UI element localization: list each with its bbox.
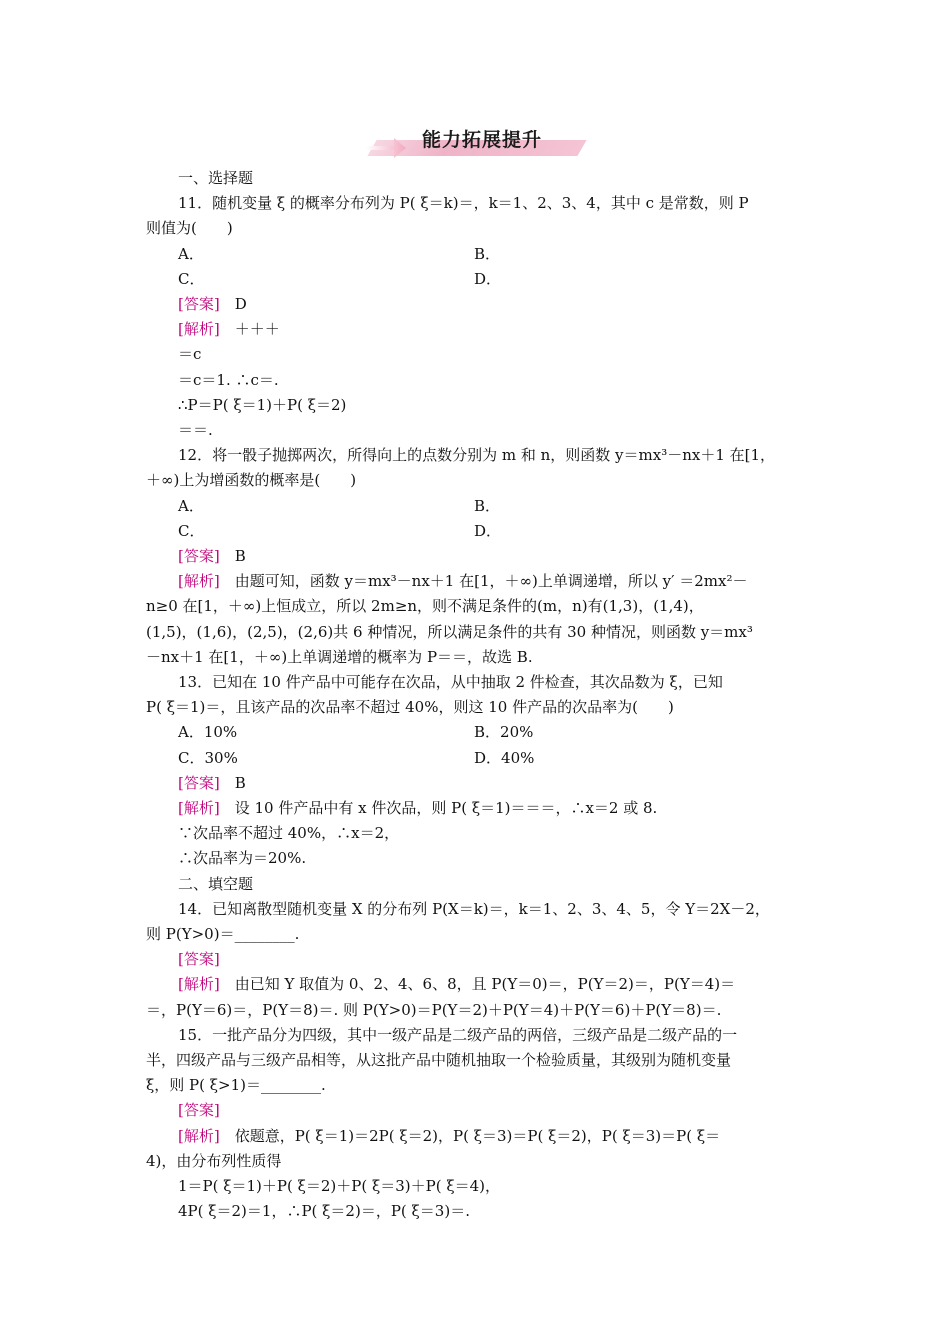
- line-text: B．20%: [474, 723, 534, 741]
- line-text: ∴P＝P( ξ＝1)＋P( ξ＝2): [178, 396, 347, 414]
- line-text: 由题可知，函数 y＝mx³－nx＋1 在[1，＋∞)上单调递增，所以 y′ ＝2mx²－: [219, 572, 748, 590]
- line-text: ∴次品率为＝20%.: [178, 849, 307, 867]
- text-line: [178, 949, 220, 969]
- line-text: 13．已知在 10 件产品中可能存在次品，从中抽取 2 件检查，其次品数为 ξ，已知: [178, 673, 723, 691]
- text-line: [178, 1176, 500, 1196]
- text-line: [178, 420, 213, 440]
- line-text: D．: [474, 522, 502, 540]
- line-text: 4P( ξ＝2)＝1，∴P( ξ＝2)＝，P( ξ＝3)＝.: [178, 1202, 470, 1220]
- text-line: [474, 496, 500, 516]
- line-text: C．30%: [178, 749, 238, 767]
- line-text: ＋∞)上为增函数的概率是( ): [146, 471, 357, 489]
- line-text: B: [219, 547, 246, 565]
- text-line: [178, 521, 204, 541]
- line-text: 11．随机变量 ξ 的概率分布列为 P( ξ＝k)＝，k＝1、2、3、4，其中 c 是常数，则 P: [178, 194, 749, 212]
- text-line: [178, 395, 346, 415]
- text-line: [178, 319, 280, 339]
- text-line: [178, 571, 748, 591]
- line-text: B．: [474, 497, 501, 515]
- line-text: D．: [474, 270, 502, 288]
- text-line: [474, 244, 500, 264]
- text-line: [178, 193, 749, 213]
- line-text: 设 10 件产品中有 x 件次品，则 P( ξ＝1)＝＝＝，∴x＝2 或 8.: [219, 799, 658, 817]
- answer-tag: [解析]: [178, 1127, 220, 1145]
- text-line: [146, 647, 533, 667]
- line-text: C．: [178, 270, 205, 288]
- line-text: 15．一批产品分为四级，其中一级产品是二级产品的两倍，三级产品是二级产品的一: [178, 1026, 738, 1044]
- line-text: 则 P(Y>0)＝________.: [146, 925, 300, 943]
- line-text: 二、填空题: [178, 875, 254, 893]
- line-text: A．: [178, 245, 204, 263]
- line-text: 依题意，P( ξ＝1)＝2P( ξ＝2)，P( ξ＝3)＝P( ξ＝2)，P( ξ＝3)＝P( ξ＝: [219, 1127, 721, 1145]
- text-line: [178, 546, 246, 566]
- answer-tag: [答案]: [178, 1101, 220, 1119]
- text-line: [146, 1151, 281, 1171]
- line-text: n≥0 在[1，＋∞)上恒成立，所以 2m≥n，则不满足条件的(m，n)有(1,3)，(1,4)，: [146, 597, 704, 615]
- line-text: 14．已知离散型随机变量 X 的分布列 P(X＝k)＝，k＝1、2、3、4、5，令 Y＝2X－2，: [178, 900, 770, 918]
- section-title: 能力拓展提升: [421, 129, 542, 151]
- text-line: [178, 1201, 470, 1221]
- answer-tag: [解析]: [178, 320, 220, 338]
- answer-tag: [答案]: [178, 950, 220, 968]
- line-text: ξ，则 P( ξ>1)＝________.: [146, 1076, 326, 1094]
- text-line: [178, 672, 723, 692]
- text-line: [146, 1000, 721, 1020]
- line-text: A．: [178, 497, 204, 515]
- text-line: [178, 899, 770, 919]
- text-line: [178, 848, 306, 868]
- text-line: [178, 722, 237, 742]
- line-text: ∵次品率不超过 40%，∴x＝2，: [178, 824, 400, 842]
- line-text: ＝c: [178, 345, 202, 363]
- text-line: [178, 748, 238, 768]
- text-line: [146, 596, 704, 616]
- line-text: ＝＝.: [178, 421, 213, 439]
- line-text: 由已知 Y 取值为 0、2、4、6、8，且 P(Y＝0)＝，P(Y＝2)＝，P(Y＝4)＝: [219, 975, 736, 993]
- line-text: 4)，由分布列性质得: [146, 1152, 282, 1170]
- text-line: [178, 344, 201, 364]
- line-text: C．: [178, 522, 205, 540]
- line-text: ＋＋＋: [219, 320, 280, 338]
- text-line: [146, 1075, 326, 1095]
- text-line: [178, 823, 399, 843]
- text-line: [178, 974, 735, 994]
- answer-tag: [答案]: [178, 295, 220, 313]
- answer-tag: [解析]: [178, 975, 220, 993]
- text-line: [146, 697, 674, 717]
- text-line: [474, 722, 533, 742]
- text-line: [178, 370, 279, 390]
- text-line: [146, 622, 753, 642]
- text-line: [178, 269, 204, 289]
- line-text: B: [219, 774, 246, 792]
- text-line: [474, 269, 501, 289]
- text-line: [178, 445, 775, 465]
- text-line: [178, 1025, 737, 1045]
- line-text: －nx＋1 在[1，＋∞)上单调递增的概率为 P＝＝，故选 B.: [146, 648, 533, 666]
- answer-tag: [答案]: [178, 547, 220, 565]
- answer-tag: [解析]: [178, 799, 220, 817]
- answer-tag: [答案]: [178, 774, 220, 792]
- text-line: [178, 168, 253, 188]
- text-line: [178, 773, 246, 793]
- line-text: 12．将一骰子抛掷两次，所得向上的点数分别为 m 和 n，则函数 y＝mx³－nx＋1 在[1，: [178, 446, 776, 464]
- text-line: [146, 218, 233, 238]
- text-line: [146, 924, 299, 944]
- line-text: 则值为( ): [146, 219, 233, 237]
- line-text: 半，四级产品与三级产品相等，从这批产品中随机抽取一个检验质量，其级别为随机变量: [146, 1051, 732, 1069]
- answer-tag: [解析]: [178, 572, 220, 590]
- line-text: D．40%: [474, 749, 535, 767]
- line-text: A．10%: [178, 723, 238, 741]
- line-text: (1,5)，(1,6)，(2,5)，(2,6)共 6 种情况，所以满足条件的共有 30 种情况，则函数 y＝mx³: [146, 623, 753, 641]
- line-text: ＝c＝1. ∴c＝.: [178, 371, 279, 389]
- line-text: ＝，P(Y＝6)＝，P(Y＝8)＝. 则 P(Y>0)＝P(Y＝2)＋P(Y＝4)＋P(Y＝6)＋P(Y＝8)＝.: [146, 1001, 722, 1019]
- text-line: [178, 798, 657, 818]
- text-line: [146, 1050, 731, 1070]
- text-line: [474, 521, 501, 541]
- text-line: [178, 1100, 220, 1120]
- text-line: [178, 294, 247, 314]
- line-text: 1＝P( ξ＝1)＋P( ξ＝2)＋P( ξ＝3)＋P( ξ＝4)，: [178, 1177, 501, 1195]
- text-line: [178, 496, 204, 516]
- line-text: P( ξ＝1)＝，且该产品的次品率不超过 40%，则这 10 件产品的次品率为( ): [146, 698, 674, 716]
- section-header: [372, 126, 582, 160]
- line-text: D: [219, 295, 247, 313]
- text-line: [178, 1126, 720, 1146]
- text-line: [178, 874, 253, 894]
- text-line: [178, 244, 204, 264]
- text-line: [474, 748, 534, 768]
- text-line: [146, 470, 356, 490]
- line-text: 一、选择题: [178, 169, 254, 187]
- line-text: B．: [474, 245, 501, 263]
